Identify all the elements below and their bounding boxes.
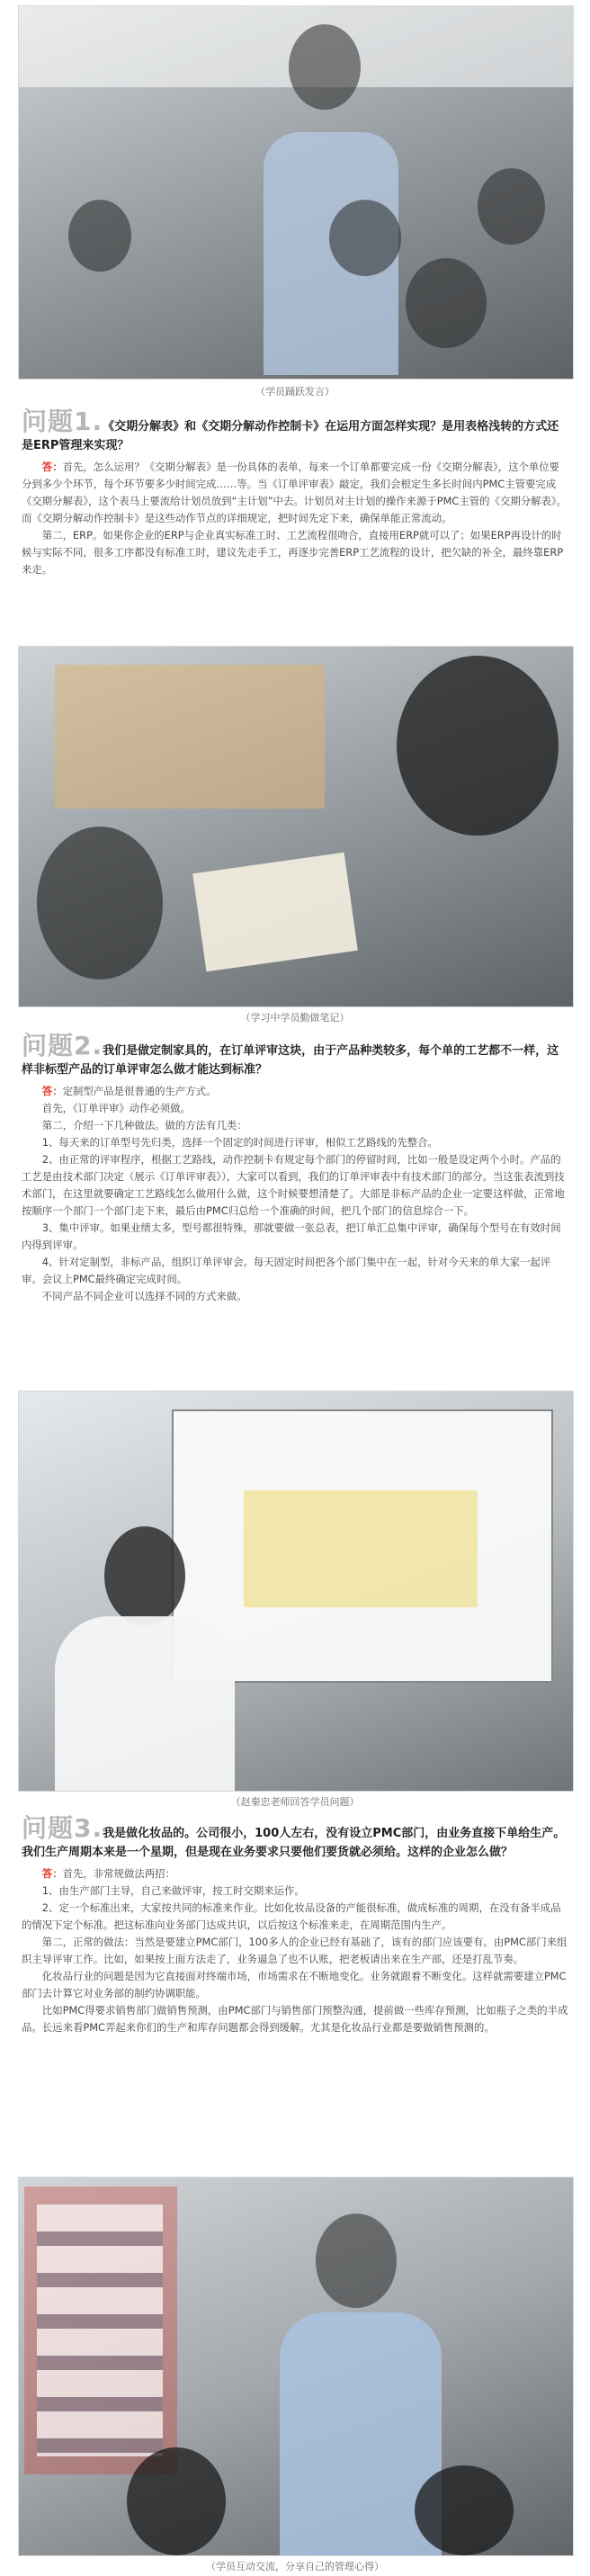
question-1-text: 《交期分解表》和《交期分解动作控制卡》在运用方面怎样实现？是用表格浅转的方式还是ERP管理来实现？	[22, 420, 559, 452]
answer-2-para-4: 1、每天来的订单型号先归类，选择一个固定的时间进行评审，相似工艺路线的先整合。	[41, 1136, 438, 1149]
photo-teacher-answering	[18, 1391, 574, 1792]
photo-students-interacting	[18, 2177, 574, 2556]
question-2-number: 问题2.	[22, 1031, 103, 1060]
question-2-block	[22, 1031, 568, 1305]
answer-1-para-2: 第二，ERP。如果你企业的ERP与企业真实标准工时、工艺流程很吻合，直接用ERP就可以了；如果ERP再设计的时候与实际不同，很多工序都没有标准工时，建议先走手工，再逐步完善ERP工艺流程的设计，把欠缺的补全，最终靠ERP来走。	[22, 529, 564, 576]
answer-2-para-6: 3、集中评审。如果业绩太多，型号都很特殊，那就要做一张总表，把订单汇总集中评审，确保每个型号在有效时间内得到评审。	[22, 1221, 561, 1251]
question-3-text: 我是做化妆品的。公司很小，100人左右，没有设立PMC部门，由业务直接下单给生产。我们生产周期本来是一个星期，但是现在业务要求只要他们要货就必须给。这样的企业怎么做？	[22, 1827, 566, 1859]
question-2-text: 我们是做定制家具的，在订单评审这块，由于产品种类较多，每个单的工艺都不一样，这样非标型产品的订单评审怎么做才能达到标准？	[22, 1044, 559, 1077]
answer-3-para-6: 比如PMC得要求销售部门做销售预测，由PMC部门与销售部门预整沟通，提前做一些库存预测，比如瓶子之类的半成品。长远来看PMC弄起来你们的生产和库存问题都会得到缓解。尤其是化妆品行业都是要做销售预测的。	[22, 2004, 568, 2034]
answer-1-label: 答：	[41, 461, 63, 473]
answer-3-para-3: 2、定一个标准出来，大家按共同的标准来作业。比如化妆品设备的产能很标准，做成标准的周期，在没有备半成品的情况下定个标准。把这标准向业务部门达成共识，以后按这个标准来走，在周期范围内生产。	[22, 1901, 561, 1931]
question-3-heading	[22, 1813, 568, 1862]
question-3-block	[22, 1813, 568, 2036]
answer-3-para-4: 第二，正常的做法：当然是要建立PMC部门，100多人的企业已经有基础了，该有的部门应该要有。由PMC部门来组织主导评审工作。比如，如果按上面方法走了，业务逼急了也不认账，把老板请出来在生产部，还是打乱节奏。	[22, 1936, 568, 1965]
answer-3-para-1: 答：首先，非常规做法两招：	[41, 1867, 175, 1880]
answer-2-para-7: 4、针对定制型，非标产品，组织订单评审会。每天固定时间把各个部门集中在一起，针对今天来的单大家一起评审。会议上PMC最终确定完成时间。	[22, 1256, 551, 1285]
answer-3-para-5: 化妆品行业的问题是因为它直接面对终端市场，市场需求在不断地变化。业务就跟着不断变化。这样就需要建立PMC部门去计算它对业务部的制约协调职能。	[22, 1970, 567, 1999]
question-1-number: 问题1.	[22, 407, 103, 436]
answer-1-para-1: 答：首先，怎么运用？《交期分解表》是一份具体的表单，每来一个订单都要完成一份《交期分解表》，这个单位要分到多少个环节，每个环节要多少时间完成……等。当《订单评审表》敲定，我们会根定生多长时间内PMC主管要完成《交期分解表》，这个表马上要流给计划员放到“主计划”中去。计划员对主计划的操作来源于PMC主管的《交期分解表》。而《交期分解动作控制卡》是这些动作节点的详细规定，把时间先定下来，确保单能正常流动。	[22, 461, 567, 524]
question-1-block	[22, 407, 568, 578]
question-1-heading	[22, 407, 568, 455]
question-3-number: 问题3.	[22, 1813, 103, 1843]
answer-2-label: 答：	[41, 1085, 63, 1097]
answer-3-para-2: 1、由生产部门主导，自己来做评审，按工时交期来运作。	[41, 1884, 305, 1897]
photo3-caption: （赵秦忠老师回答学员问题）	[230, 1796, 360, 1808]
photo4-caption: （学员互动交流，分享自己的管理心得）	[206, 2561, 384, 2572]
answer-2-para-2: 首先，《订单评审》动作必须做。	[41, 1102, 191, 1114]
answer-2-para-1: 答：定制型产品是很普通的生产方式。	[41, 1085, 217, 1097]
answer-2-para-5: 2、由正常的评审程序，根据工艺路线，动作控制卡有规定每个部门的停留时间，比如一般是设定两个小时。产品的工艺是由技术部门决定（展示《订单评审表》），大家可以看到，我们的订单评审表中有技术部门的部分。当这张表流到技术部门，在这里就要确定工艺路线怎么做用什么做，这个时候要想清楚了。大部是非标产品的企业一定要这样做，正常地按顺序一个部门一个部门走下来，最后由PMC归总给一个准确的时间，把几个部门的信息综合一下。	[22, 1153, 565, 1217]
answer-2-para-8: 不同产品不同企业可以选择不同的方式来做。	[41, 1290, 247, 1302]
answer-2-para-3: 第二，介绍一下几种做法。做的方法有几类：	[41, 1119, 247, 1131]
photo-students-taking-notes	[18, 646, 574, 1007]
question-2-heading	[22, 1031, 568, 1079]
photo1-caption: （学员踊跃发言）	[255, 386, 335, 398]
photo2-caption: （学习中学员勤做笔记）	[240, 1012, 350, 1024]
answer-3-label: 答：	[41, 1867, 63, 1880]
photo-students-speaking	[18, 5, 574, 380]
